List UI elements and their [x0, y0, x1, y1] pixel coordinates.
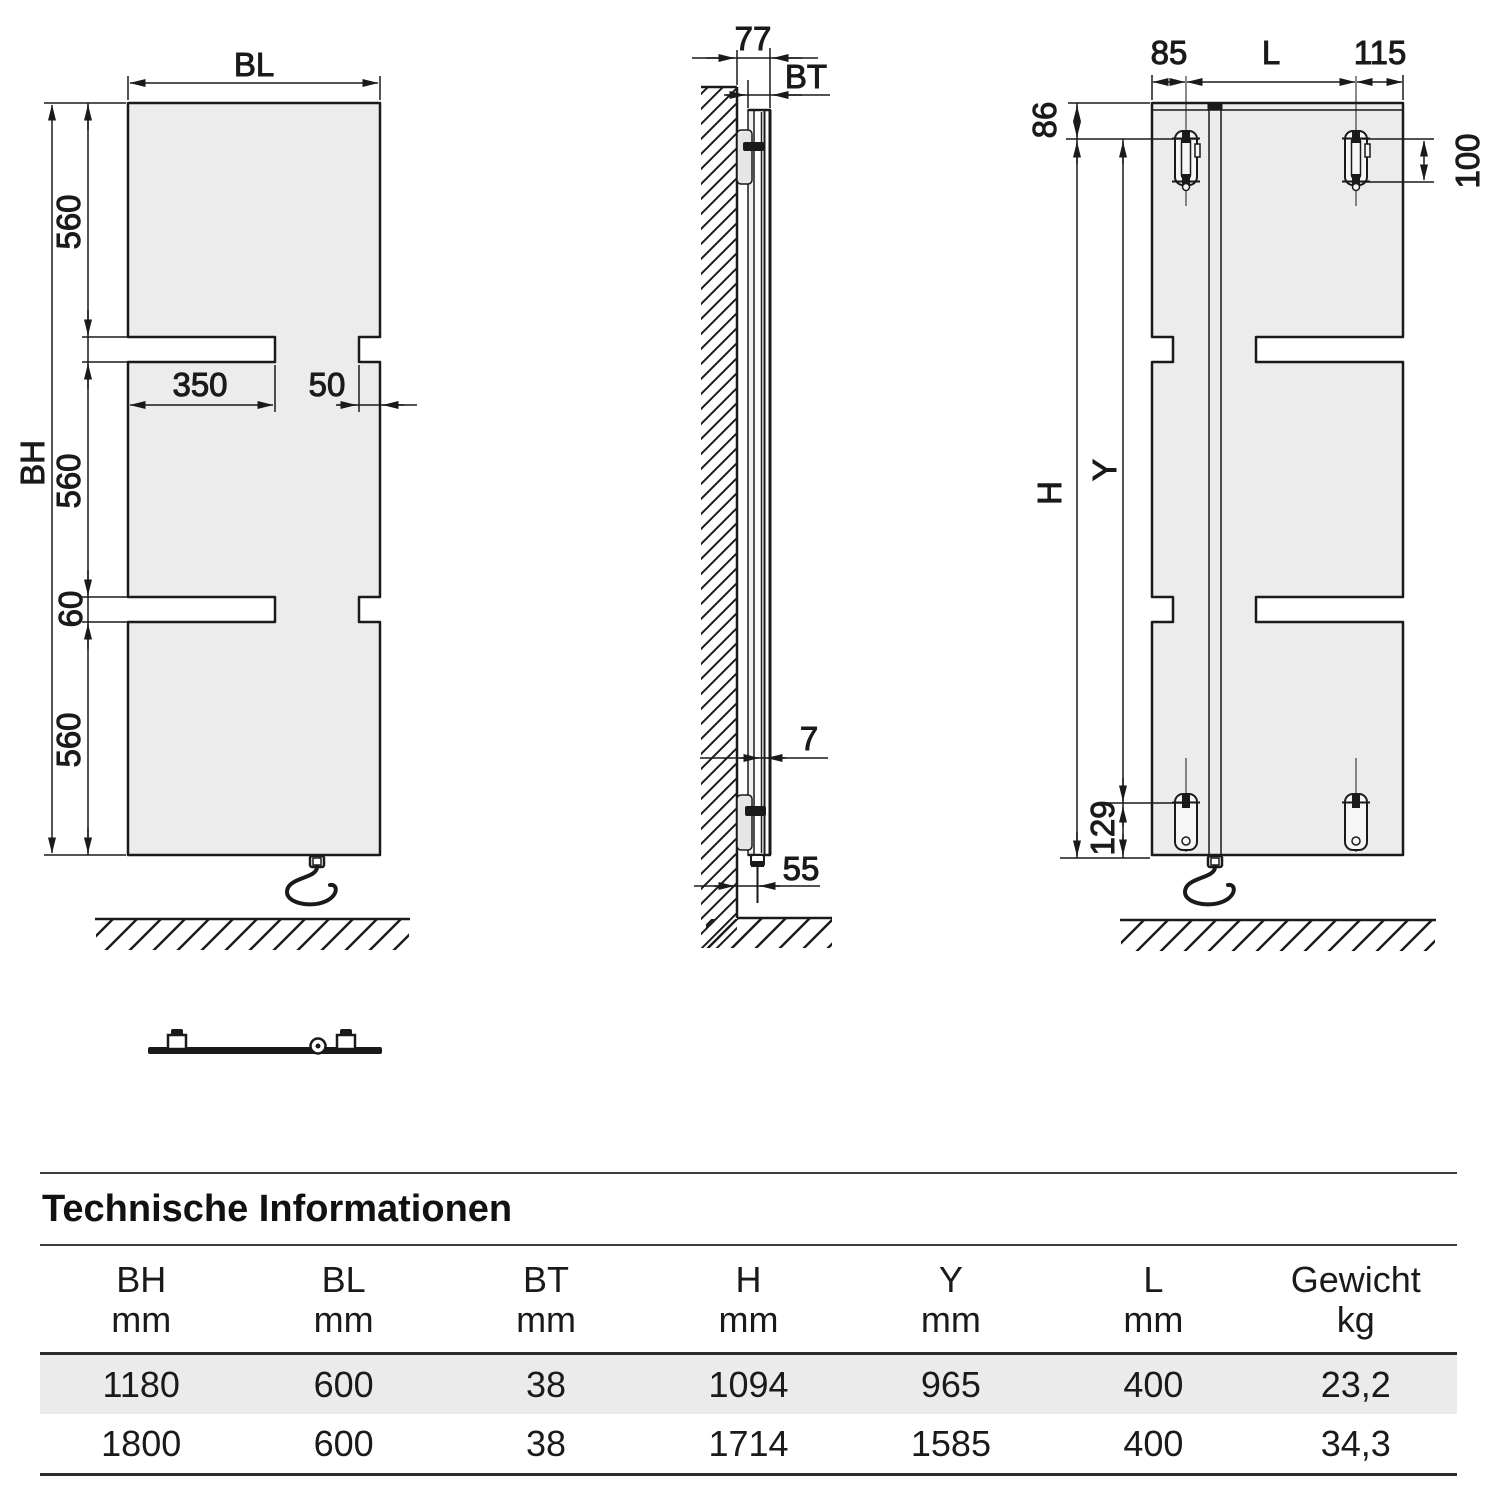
col-unit: kg [1336, 1299, 1375, 1340]
dim-label-cable-offset: 55 [782, 850, 820, 887]
cable-hook-rear [1185, 856, 1234, 904]
dim-label-panel-gap: 7 [799, 720, 819, 757]
cell-bl: 600 [313, 1422, 374, 1464]
floor-side [706, 918, 832, 948]
top-view-bracket-right [337, 1029, 355, 1049]
cell-bt: 38 [526, 1363, 567, 1405]
side-extension-lines [737, 48, 770, 108]
cable-side [751, 855, 764, 903]
dim-label-seg-mid: 560 [50, 453, 87, 509]
table-title: Technische Informationen [40, 1172, 1457, 1246]
radiator-front-panel [128, 103, 380, 855]
col-label: BH [116, 1259, 167, 1300]
top-view-cable-gland [311, 1039, 326, 1054]
dim-label-bottom-offset: 129 [1084, 800, 1121, 856]
dim-label-top-offset: 86 [1026, 101, 1063, 139]
cell-bh: 1800 [101, 1422, 182, 1464]
col-header-bl [242, 1260, 444, 1340]
dim-label-notch-depth: 50 [308, 366, 346, 403]
col-unit: mm [920, 1299, 981, 1340]
tech-info-table [40, 1172, 1457, 1476]
dim-label-bl: BL [233, 46, 275, 83]
radiator-side-profile [748, 110, 771, 855]
cell-bt: 38 [526, 1422, 567, 1464]
cell-gewicht: 23,2 [1320, 1363, 1391, 1405]
table-header-row [40, 1246, 1457, 1355]
front-view [14, 46, 417, 950]
dim-label-bracket-vertical: Y [1086, 458, 1123, 482]
top-view [148, 1029, 382, 1054]
col-unit: mm [111, 1299, 172, 1340]
dim-label-height-h: H [1031, 481, 1068, 505]
dim-label-depth-bt: BT [784, 58, 828, 95]
dim-label-bracket-right: 115 [1353, 34, 1407, 71]
top-view-bracket-left [168, 1029, 186, 1049]
wall-bracket-upper-side [737, 130, 764, 184]
col-label: BT [523, 1259, 570, 1300]
cell-gewicht: 34,3 [1320, 1422, 1391, 1464]
dim-label-pin-spacing: 100 [1449, 133, 1486, 189]
dim-label-seg-bottom: 560 [50, 712, 87, 768]
col-header-l [1052, 1260, 1254, 1340]
col-label: H [735, 1259, 762, 1300]
cell-bh: 1180 [102, 1363, 180, 1405]
dim-label-bh: BH [14, 440, 51, 486]
wall-hatch [701, 87, 737, 948]
dim-label-slot-height: 60 [52, 590, 89, 628]
dim-label-bracket-span: L [1261, 34, 1281, 71]
col-header-bh [40, 1260, 242, 1340]
col-unit: mm [1123, 1299, 1184, 1340]
dim-label-wall-offset: 77 [734, 20, 772, 57]
col-unit: mm [516, 1299, 577, 1340]
col-header-h [647, 1260, 849, 1340]
cell-h: 1714 [708, 1422, 789, 1464]
table-row [40, 1414, 1457, 1476]
cell-y: 1585 [910, 1422, 991, 1464]
col-unit: mm [313, 1299, 374, 1340]
dim-label-seg-top: 560 [50, 194, 87, 250]
table-row [40, 1355, 1457, 1414]
radiator-rear-panel [1152, 103, 1403, 855]
side-view [692, 20, 832, 948]
floor-front [95, 919, 410, 950]
col-header-bt [445, 1260, 647, 1340]
col-header-y [850, 1260, 1052, 1340]
cell-h: 1094 [708, 1363, 789, 1405]
cell-y: 965 [920, 1363, 981, 1405]
col-label: BL [321, 1259, 366, 1300]
col-label: Y [938, 1259, 963, 1300]
floor-rear [1120, 920, 1436, 951]
rear-view [1026, 34, 1486, 951]
col-header-gewicht [1255, 1260, 1457, 1340]
dim-label-slot-depth: 350 [172, 366, 228, 403]
cell-bl: 600 [313, 1363, 374, 1405]
dim-label-bracket-left: 85 [1150, 34, 1188, 71]
cell-l: 400 [1123, 1363, 1184, 1405]
cable-hook-front [287, 856, 336, 904]
col-unit: mm [718, 1299, 779, 1340]
col-label: Gewicht [1290, 1259, 1421, 1300]
cell-l: 400 [1123, 1422, 1184, 1464]
col-label: L [1143, 1259, 1164, 1300]
